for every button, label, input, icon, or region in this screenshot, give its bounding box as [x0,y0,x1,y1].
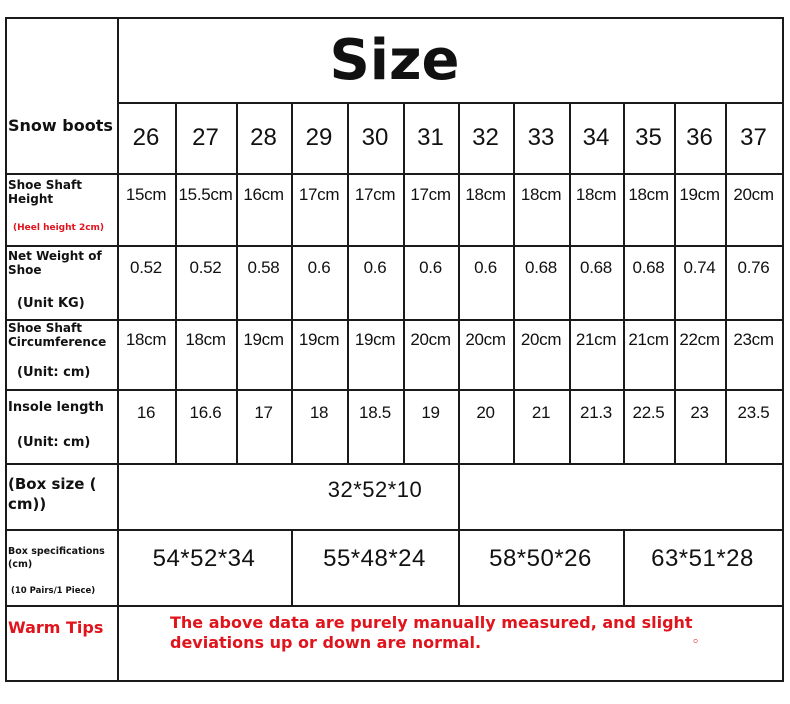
circumference-cell: 18cm [125,329,167,349]
insole-cell: 22.5 [632,402,665,422]
circumference-cell: 21cm [628,329,669,349]
row-label-shaft-height: Shoe Shaft Height [8,178,82,206]
net-weight-cell: 0.68 [525,257,557,277]
circumference-cell: 19cm [298,329,340,349]
insole-cell: 21 [531,402,551,422]
shaft-height-cell: 16cm [243,184,284,204]
net-weight-cell: 0.6 [474,257,497,277]
circumference-cell: 18cm [185,329,226,349]
circumference-cell: 21cm [575,329,617,349]
shaft-height-cell: 15cm [125,184,167,204]
size-cell: 33 [527,123,555,151]
net-weight-cell: 0.52 [130,257,162,277]
box-spec-cell: 58*50*26 [489,545,592,572]
row-label-box-spec: Box specifications (cm) [8,546,105,570]
box-spec-cell: 63*51*28 [651,545,754,572]
row-label-circumference: Shoe Shaft Circumference [8,321,107,349]
net-weight-cell: 0.6 [307,257,331,277]
net-weight-cell: 0.68 [580,257,612,277]
net-weight-cell: 0.6 [419,257,442,277]
size-cell: 32 [472,123,499,151]
box-size-value: 32*52*10 [327,476,423,502]
shaft-height-cell: 17cm [298,184,340,204]
insole-cell: 19 [421,402,440,422]
size-cell: 29 [305,123,333,151]
row-label-box-size: (Box size ( cm)) [8,475,97,513]
warm-tips-text: deviations up or down are normal. [170,633,482,652]
warm-tips-label: Warm Tips [8,618,104,637]
insole-cell: 23 [690,402,709,422]
shaft-height-cell: 15.5cm [178,184,233,204]
net-weight-cell: 0.6 [363,257,387,277]
circumference-cell: 20cm [465,329,506,349]
rule-right [782,17,784,682]
insole-cell: 20 [476,402,495,422]
shaft-height-cell: 17cm [354,184,396,204]
row-label-net-weight: Net Weight of Shoe [8,249,102,277]
warm-tips-text: The above data are purely manually measured, and slight [170,613,693,632]
size-cell: 31 [417,123,444,151]
row-sublabel-heel: (Heel height 2cm) [13,223,105,233]
circumference-cell: 19cm [354,329,396,349]
insole-cell: 16 [136,402,156,422]
size-cell: 28 [250,123,277,151]
net-weight-cell: 0.68 [632,257,665,277]
row-sublabel-pairs: (10 Pairs/1 Piece) [11,586,96,596]
size-cell: 27 [192,123,219,151]
rule-bottom [5,680,784,682]
insole-cell: 16.6 [189,402,222,422]
size-cell: 35 [635,123,662,151]
shaft-height-cell: 18cm [575,184,617,204]
page-title: Size [329,28,460,93]
size-chart-table [5,17,784,682]
net-weight-cell: 0.52 [189,257,222,277]
net-weight-cell: 0.76 [737,257,770,277]
net-weight-cell: 0.74 [683,257,716,277]
shaft-height-cell: 20cm [733,184,774,204]
size-cell: 36 [686,123,713,151]
circumference-cell: 20cm [410,329,451,349]
shaft-height-cell: 17cm [410,184,451,204]
warm-tips-mark: 。 [693,630,707,646]
rule-row-spec [5,605,784,607]
circumference-cell: 20cm [520,329,562,349]
insole-cell: 18.5 [359,402,391,422]
row-sublabel-unit-kg: (Unit KG) [17,296,85,311]
circumference-cell: 22cm [679,329,720,349]
shaft-height-cell: 18cm [628,184,669,204]
size-cell: 34 [582,123,610,151]
shaft-height-cell: 19cm [679,184,720,204]
row-label-size: Snow boots [8,116,113,135]
circumference-cell: 19cm [243,329,284,349]
shaft-height-cell: 18cm [465,184,506,204]
insole-cell: 18 [309,402,329,422]
row-sublabel-unit-cm: (Unit: cm) [17,365,91,380]
insole-cell: 23.5 [737,402,770,422]
insole-cell: 17 [254,402,273,422]
net-weight-cell: 0.58 [247,257,280,277]
insole-cell: 21.3 [580,402,612,422]
box-spec-cell: 54*52*34 [152,545,256,572]
box-spec-cell: 55*48*24 [323,545,426,572]
size-cell: 30 [361,123,389,151]
size-cell: 26 [132,123,160,151]
row-label-insole: Insole length [8,400,104,415]
row-sublabel-unit-cm: (Unit: cm) [17,435,91,450]
size-cell: 37 [740,123,767,151]
circumference-cell: 23cm [733,329,774,349]
shaft-height-cell: 18cm [520,184,562,204]
rule-left [5,17,7,682]
